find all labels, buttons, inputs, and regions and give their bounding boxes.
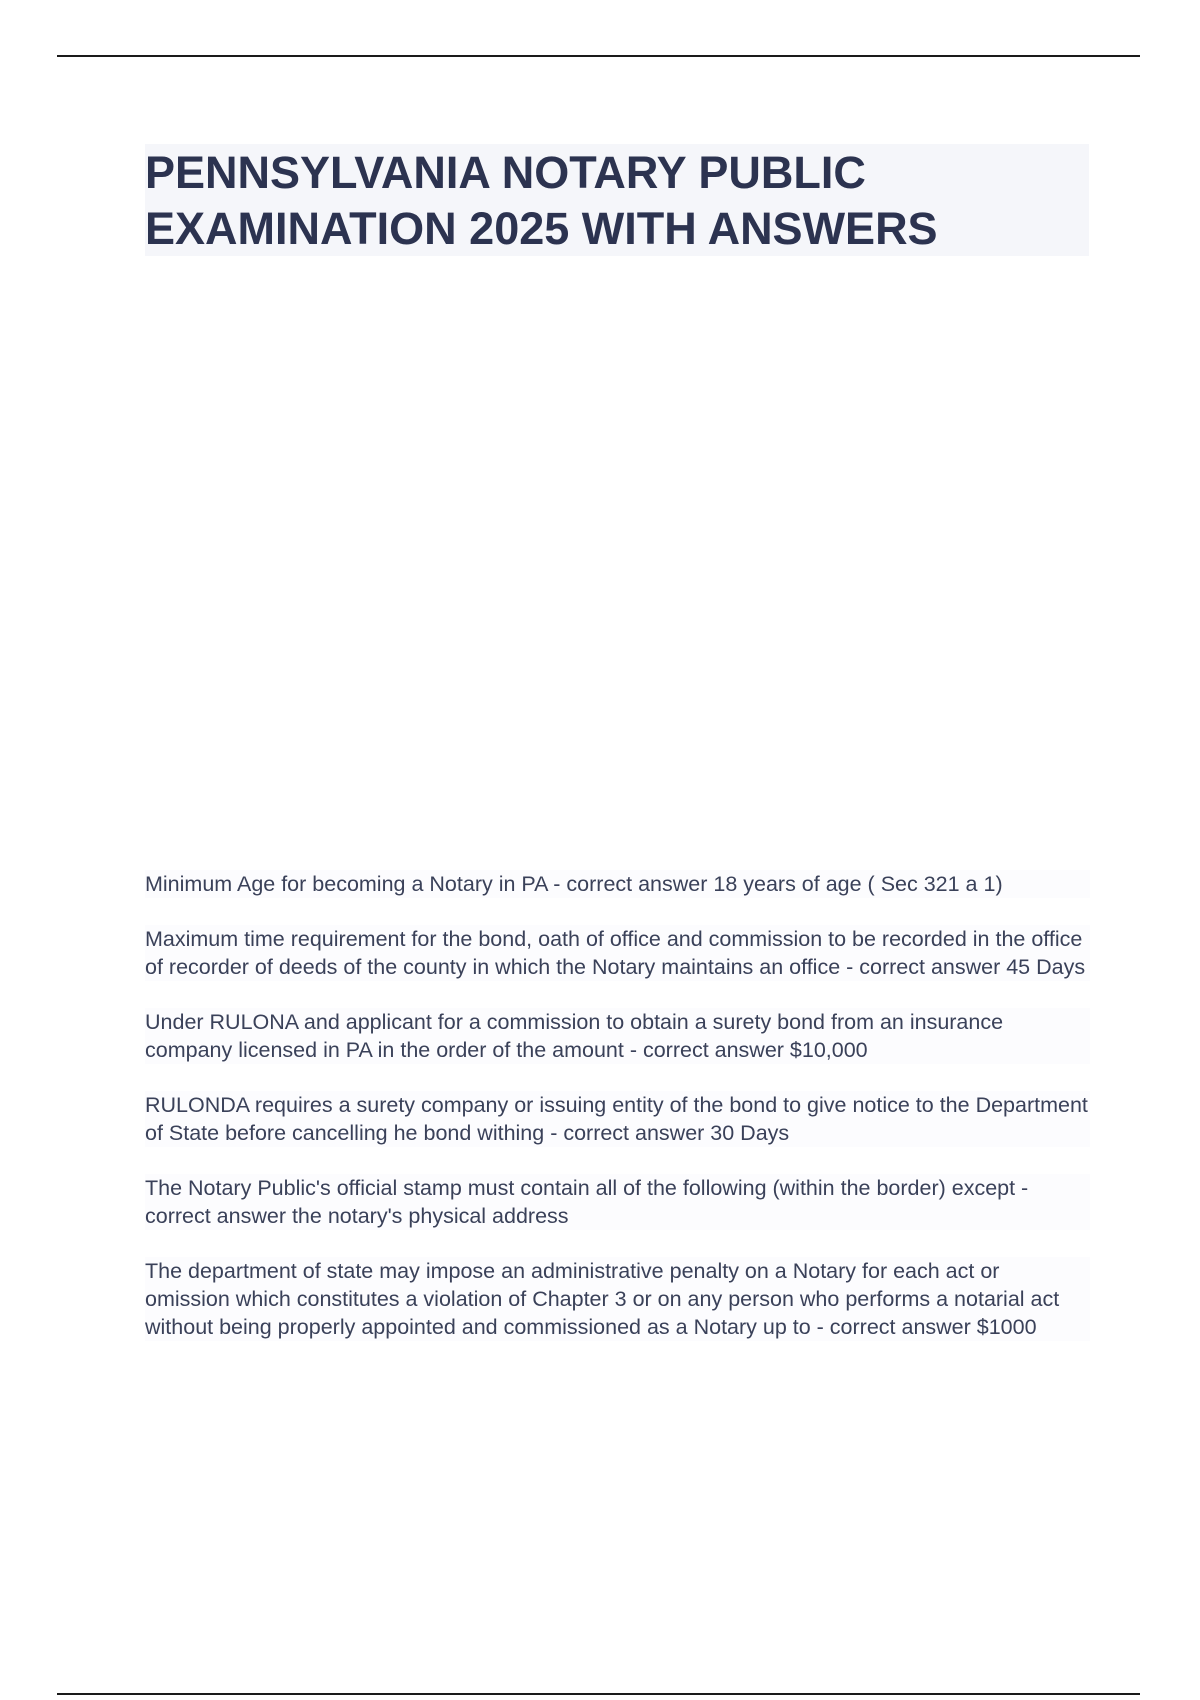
bottom-rule: [57, 1693, 1140, 1695]
qa-item: RULONDA requires a surety company or issuing entity of the bond to give notice to the Department of State before cancelling he bond withing - correct answer 30 Days: [145, 1091, 1090, 1147]
qa-item: The Notary Public's official stamp must contain all of the following (within the border) except - correct answer the notary's physical address: [145, 1174, 1090, 1230]
title-block: [145, 144, 1089, 256]
qa-list: [145, 870, 1090, 1368]
qa-item: Minimum Age for becoming a Notary in PA - correct answer 18 years of age ( Sec 321 a 1): [145, 870, 1090, 898]
title-line-2: EXAMINATION 2025 WITH ANSWERS: [145, 203, 938, 254]
qa-item: Maximum time requirement for the bond, oath of office and commission to be recorded in the office of recorder of deeds of the county in which the Notary maintains an office - correct answer 45 Days: [145, 925, 1090, 981]
document-title: [145, 145, 1089, 257]
top-rule: [57, 55, 1140, 57]
qa-item: The department of state may impose an administrative penalty on a Notary for each act or omission which constitutes a violation of Chapter 3 or on any person who performs a notarial act without being properly appointed and commissioned as a Notary up to - correct answer $1000: [145, 1257, 1090, 1341]
title-line-1: PENNSYLVANIA NOTARY PUBLIC: [145, 147, 866, 198]
qa-item: Under RULONA and applicant for a commission to obtain a surety bond from an insurance company licensed in PA in the order of the amount - correct answer $10,000: [145, 1008, 1090, 1064]
